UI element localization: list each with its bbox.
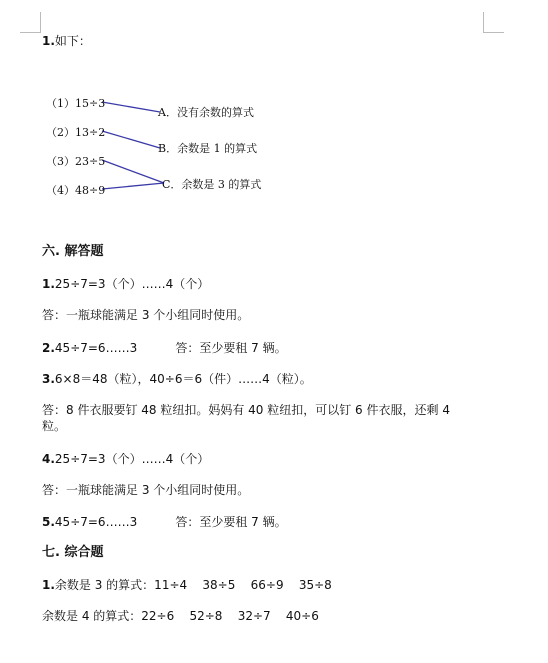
intro-number: 1.: [42, 34, 55, 48]
s6-q3-text: 6×8＝48（粒），40÷6＝6（件）……4（粒）。: [54, 372, 312, 386]
s7-q1: [42, 577, 332, 593]
right-item-C: C．余数是 3 的算式: [162, 178, 262, 191]
section7-title: 七. 综合题: [42, 545, 104, 560]
link-3-C: [102, 160, 164, 183]
s6-q4-num: 4.: [42, 452, 55, 466]
s6-a1: 答：一瓶球能满足 3 个小组同时使用。: [42, 308, 250, 322]
s6-q3: [42, 371, 312, 387]
s6-q3-num: 3.: [42, 372, 55, 386]
s6-q5: [42, 514, 287, 530]
section6-title: 六. 解答题: [42, 244, 104, 259]
left-item-2: （2）13÷2: [46, 126, 106, 139]
intro-line: [42, 33, 91, 49]
s6-a3: 答：8 件衣服要钉 48 粒纽扣。妈妈有 40 粒纽扣，可以钉 6 件衣服，还剩 4 粒。: [42, 403, 450, 433]
link-4-C: [102, 183, 164, 189]
s6-q5-text: 45÷7=6……3 答：至少要租 7 辆。: [54, 515, 287, 529]
s6-q2-num: 2.: [42, 341, 55, 355]
crop-mark-top-right: [483, 12, 504, 33]
s7-a1: 余数是 4 的算式：22÷6 52÷8 32÷7 40÷6: [42, 609, 319, 623]
right-item-B: B．余数是 1 的算式: [158, 142, 258, 155]
s6-q1-text: 25÷7=3（个）……4（个）: [54, 277, 210, 291]
left-item-1: （1）15÷3: [46, 97, 106, 110]
intro-text: 如下：: [54, 34, 91, 48]
s6-a4: 答：一瓶球能满足 3 个小组同时使用。: [42, 483, 250, 497]
left-item-3: （3）23÷5: [46, 155, 106, 168]
s6-q2: [42, 340, 287, 356]
crop-mark-top-left: [20, 12, 41, 33]
s6-q4-text: 25÷7=3（个）……4（个）: [54, 452, 210, 466]
s7-q1-text: 余数是 3 的算式：11÷4 38÷5 66÷9 35÷8: [54, 578, 332, 592]
s6-q2-text: 45÷7=6……3 答：至少要租 7 辆。: [54, 341, 287, 355]
left-item-4: （4）48÷9: [46, 184, 106, 197]
right-item-A: A．没有余数的算式: [158, 106, 254, 119]
link-2-B: [102, 131, 160, 148]
s6-q5-num: 5.: [42, 515, 55, 529]
s6-q1-num: 1.: [42, 277, 55, 291]
s6-q1: [42, 276, 209, 292]
matching-diagram: [42, 92, 282, 198]
link-1-A: [102, 102, 160, 112]
s7-q1-num: 1.: [42, 578, 55, 592]
s6-q4: [42, 451, 209, 467]
